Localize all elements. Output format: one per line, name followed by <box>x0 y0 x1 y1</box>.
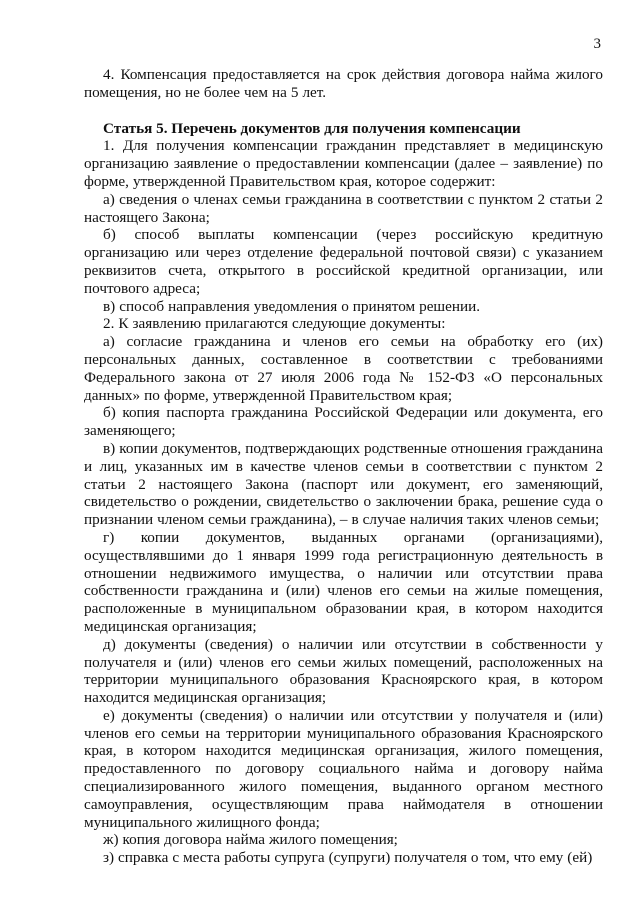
document-body <box>84 66 603 867</box>
subitem-a-family-info: а) сведения о членах семьи гражданина в соответствии с пунктом 2 статьи 2 настоящего Закона; <box>84 190 603 226</box>
subitem-g-ownership-documents: г) копии документов, выданных органами (организациями), осуществлявшими до 1 января 1999 года регистрационную деятельность в отношении недвижимого имущества, о наличии или отсутствии права собственности гражданина и (или) членов его семьи на жилые помещения, расположенные в муниципальном образовании края, в котором находится медицинская организация; <box>84 528 603 635</box>
paragraph-2-attachments: 2. К заявлению прилагаются следующие документы: <box>103 315 446 333</box>
subitem-v-notification-method: в) способ направления уведомления о принятом решении. <box>103 297 481 315</box>
subitem-v-kinship-documents: в) копии документов, подтверждающих родственные отношения гражданина и лиц, указанных им в качестве членов семьи в соответствии с пунктом 2 статьи 2 настоящего Закона (паспорт или документ, его заменяющий, свидетельство о рождении, свидетельство о заключении брака, решение суда о признании членом семьи гражданина), – в случае наличия таких членов семьи; <box>84 439 603 529</box>
subitem-zh-lease-copy: ж) копия договора найма жилого помещения; <box>103 831 398 849</box>
subitem-e-social-housing-info: е) документы (сведения) о наличии или отсутствии у получателя и (или) членов его семьи на территории муниципального образования Красноярского края, в котором находится медицинская организация, жилого помещения, предоставленного по договору социального найма и договору найма специализированного жилого помещения, выданного органом местного самоуправления, осуществляющим права наймодателя в отношении муниципального жилищного фонда; <box>84 706 603 831</box>
subitem-z-spouse-certificate: з) справка с места работы супруга (супруги) получателя о том, что ему (ей) <box>103 849 593 867</box>
article-5-title: Статья 5. Перечень документов для получения компенсации <box>103 119 521 137</box>
subitem-d-property-info: д) документы (сведения) о наличии или отсутствии в собственности у получателя и (или) членов его семьи жилых помещений, расположенных на территории муниципального образования Красноярского края, в котором находится медицинская организация; <box>84 635 603 707</box>
paragraph-1-application: 1. Для получения компенсации гражданин представляет в медицинскую организацию заявление о предоставлении компенсации (далее – заявление) по форме, утвержденной Правительством края, которое содержит: <box>84 137 603 190</box>
subitem-b-payment-method: б) способ выплаты компенсации (через российскую кредитную организацию или через отделение федеральной почтовой связи) с указанием реквизитов счета, открытого в российской кредитной организации, или почтового адреса; <box>84 226 603 297</box>
subitem-b-passport-copy: б) копия паспорта гражданина Российской Федерации или документа, его заменяющего; <box>84 404 603 440</box>
page-number: 3 <box>593 36 601 52</box>
subitem-a-consent: а) согласие гражданина и членов его семьи на обработку его (их) персональных данных, составленное в соответствии с требованиями Федерального закона от 27 июля 2006 года № 152-ФЗ «О персональных данных» по форме, утвержденной Правительством края; <box>84 333 603 404</box>
paragraph-compensation-term: 4. Компенсация предоставляется на срок действия договора найма жилого помещения, но не более чем на 5 лет. <box>84 66 603 101</box>
